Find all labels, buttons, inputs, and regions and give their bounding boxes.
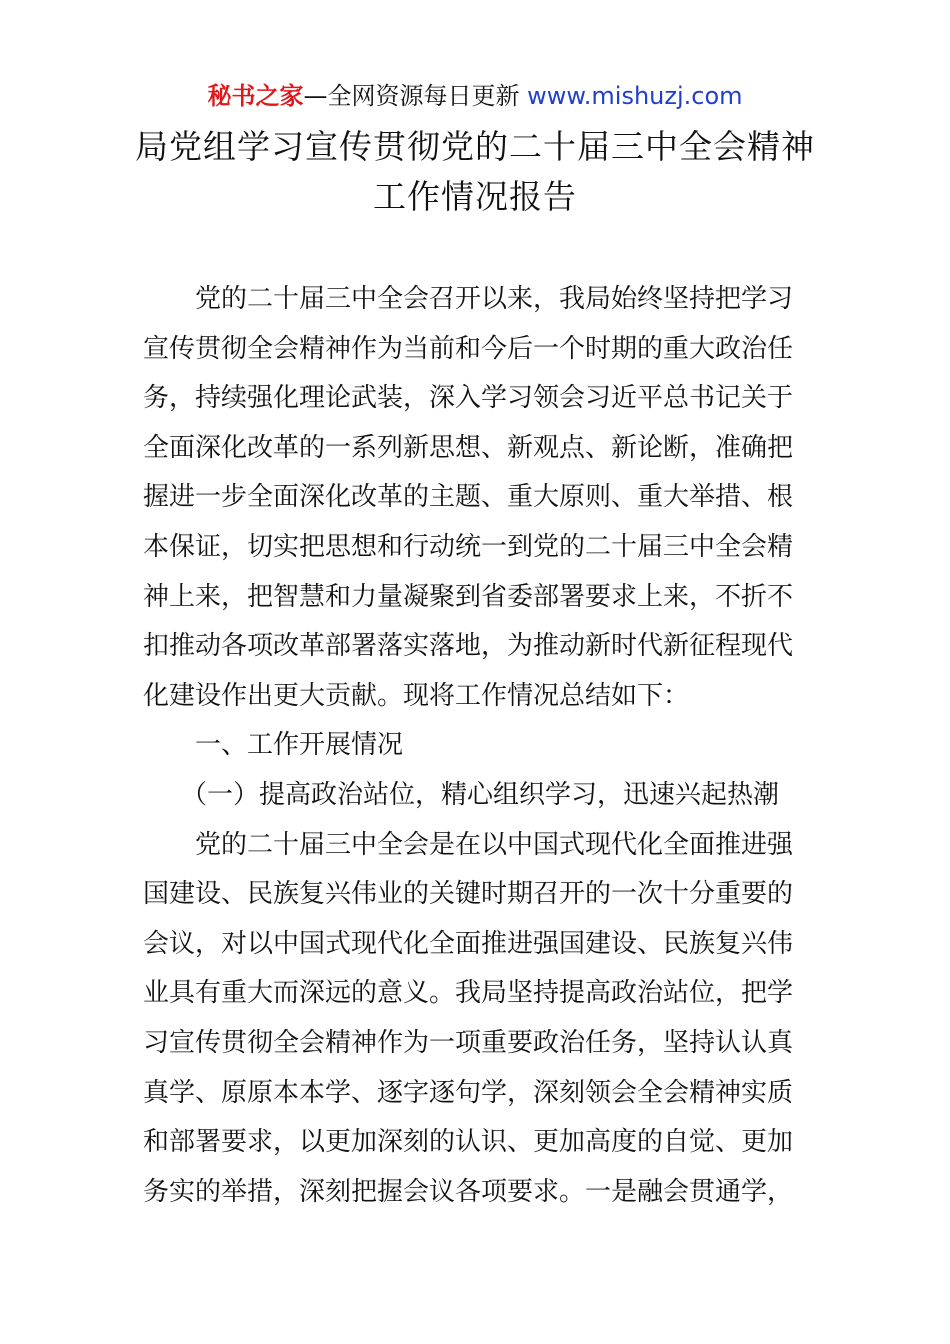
subsection-heading: （一）提高政治站位，精心组织学习，迅速兴起热潮 bbox=[181, 779, 780, 810]
paragraph-line: 会议，对以中国式现代化全面推进强国建设、民族复兴伟 bbox=[143, 928, 794, 959]
paragraph-line: 业具有重大而深远的意义。我局坚持提高政治站位，把学 bbox=[143, 978, 794, 1009]
paragraph-line: 化建设作出更大贡献。现将工作情况总结如下： bbox=[143, 680, 690, 711]
section-heading: 一、工作开展情况 bbox=[195, 730, 404, 761]
paragraph-line: 务，持续强化理论武装，深入学习领会习近平总书记关于 bbox=[143, 383, 794, 414]
document-body bbox=[143, 275, 808, 1217]
paragraph-line: 党的二十届三中全会是在以中国式现代化全面推进强 bbox=[195, 829, 794, 860]
paragraph-line: 扣推动各项改革部署落实落地，为推动新时代新征程现代 bbox=[143, 631, 794, 662]
paragraph-line: 务实的举措，深刻把握会议各项要求。一是融会贯通学， bbox=[143, 1176, 794, 1207]
site-url-link[interactable]: www.mishuzj.com bbox=[527, 82, 743, 110]
site-header bbox=[0, 80, 950, 112]
paragraph-line: 全面深化改革的一系列新思想、新观点、新论断，准确把 bbox=[143, 432, 794, 463]
paragraph-line: 宣传贯彻全会精神作为当前和今后一个时期的重大政治任 bbox=[143, 333, 794, 364]
paragraph-line: 和部署要求，以更加深刻的认识、更加高度的自觉、更加 bbox=[143, 1127, 794, 1158]
paragraph-line: 神上来，把智慧和力量凝聚到省委部署要求上来，不折不 bbox=[143, 581, 794, 612]
document-title bbox=[0, 122, 950, 222]
title-line-2: 工作情况报告 bbox=[373, 177, 577, 216]
paragraph-line: 握进一步全面深化改革的主题、重大原则、重大举措、根 bbox=[143, 482, 794, 513]
paragraph-line: 本保证，切实把思想和行动统一到党的二十届三中全会精 bbox=[143, 531, 794, 562]
site-slogan: —全网资源每日更新 bbox=[303, 82, 528, 110]
brand-name: 秘书之家 bbox=[207, 82, 304, 110]
paragraph-line: 真学、原原本本学、逐字逐句学，深刻领会全会精神实质 bbox=[143, 1077, 794, 1108]
paragraph-line: 国建设、民族复兴伟业的关键时期召开的一次十分重要的 bbox=[143, 879, 794, 910]
paragraph-line: 习宣传贯彻全会精神作为一项重要政治任务，坚持认认真 bbox=[143, 1027, 794, 1058]
paragraph-line: 党的二十届三中全会召开以来，我局始终坚持把学习 bbox=[195, 284, 794, 314]
title-line-1: 局党组学习宣传贯彻党的二十届三中全会精神 bbox=[135, 127, 815, 166]
